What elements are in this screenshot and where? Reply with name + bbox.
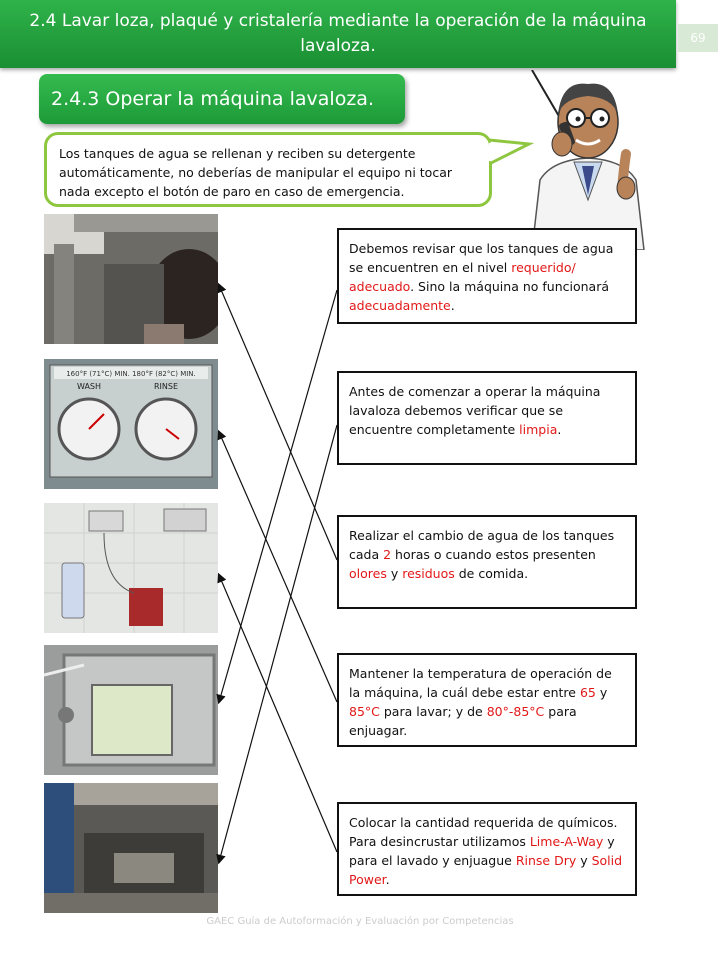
card3-highlight-2: olores: [349, 566, 387, 581]
arrow-card2-to-photo5: [219, 425, 337, 862]
subtitle-text: 2.4.3 Operar la máquina lavaloza.: [51, 88, 374, 110]
footer-text: GAEC Guía de Autoformación y Evaluación por Competencias: [206, 916, 514, 927]
bubble-text: Los tanques de agua se rellenan y reciben su detergente automáticamente, no deberías de manipular el equipo ni tocar nada excepto el botón de paro en caso de emergencia.: [59, 146, 452, 199]
gauge-top-label: 160°F (71°C) MIN. 180°F (82°C) MIN.: [66, 370, 196, 378]
doctor-phone-illustration: [522, 70, 654, 250]
arrow-card1-to-photo4: [219, 290, 337, 702]
card1-highlight-1: requerido/ adecuado: [349, 260, 576, 294]
card5-highlight-2: Rinse Dry: [515, 853, 577, 868]
speech-bubble: [44, 132, 492, 207]
card4-text-2: y: [595, 685, 608, 700]
section-subtitle: [39, 74, 405, 124]
arrow-card3-to-photo1: [219, 285, 337, 560]
instruction-card-chemicals: [337, 802, 637, 896]
card2-text-2: .: [557, 422, 562, 437]
card4-text-4: para enjuagar.: [349, 704, 577, 738]
arrow-card4-to-photo2: [219, 432, 337, 702]
card3-text-2: horas o cuando estos presenten: [391, 547, 596, 562]
header-banner: [0, 0, 676, 68]
card3-highlight-1: 2: [383, 547, 392, 562]
arrow-card5-to-photo3: [219, 575, 337, 852]
page-number: 69: [678, 24, 718, 52]
card2-text-1: Antes de comenzar a operar la máquina lavaloza debemos verificar que se encuentre completamente: [349, 384, 601, 437]
card5-text-3: y: [576, 853, 592, 868]
photo-wash-tank: [44, 645, 218, 775]
photo-temperature-gauges: [44, 359, 218, 489]
card5-text-1: Colocar la cantidad requerida de químicos. Para desincrustar utilizamos: [349, 815, 618, 849]
card4-highlight-2: 85°C: [349, 704, 380, 719]
card5-highlight-3: Solid Power: [349, 853, 623, 887]
photo-machine-racks: [44, 783, 218, 913]
card1-text-3: .: [450, 298, 455, 313]
instruction-card-tank-level: [337, 228, 637, 324]
card4-highlight-3: 80°-85°C: [486, 704, 545, 719]
photo-chemical-dispensers: [44, 503, 218, 633]
instruction-card-clean: [337, 371, 637, 465]
instruction-card-temperature: [337, 653, 637, 747]
card1-text-2: . Sino la máquina no funcionará: [410, 279, 609, 294]
wash-label: WASH: [76, 382, 102, 391]
card3-text-3: y: [386, 566, 403, 581]
instruction-card-water-change: [337, 515, 637, 609]
photo-dishwasher-interior: [44, 214, 218, 344]
card1-highlight-2: adecuadamente: [349, 298, 451, 313]
card5-text-2: y para el lavado y enjuague: [349, 834, 615, 868]
card4-highlight-1: 65: [579, 685, 596, 700]
card3-text-4: de comida.: [454, 566, 529, 581]
header-title: 2.4 Lavar loza, plaqué y cristalería mediante la operación de la máquina lavaloza.: [29, 11, 647, 56]
card2-highlight-1: limpia: [519, 422, 558, 437]
rinse-label: RINSE: [153, 382, 179, 391]
card3-highlight-3: residuos: [402, 566, 455, 581]
card4-text-3: para lavar; y de: [379, 704, 487, 719]
card4-text-1: Mantener la temperatura de operación de la máquina, la cuál debe estar entre: [349, 666, 612, 700]
card5-text-4: .: [385, 872, 390, 887]
card3-text-1: Realizar el cambio de agua de los tanques cada: [349, 528, 615, 562]
card1-text-1: Debemos revisar que los tanques de agua se encuentren en el nivel: [349, 241, 614, 275]
card5-highlight-1: Lime-A-Way: [529, 834, 604, 849]
